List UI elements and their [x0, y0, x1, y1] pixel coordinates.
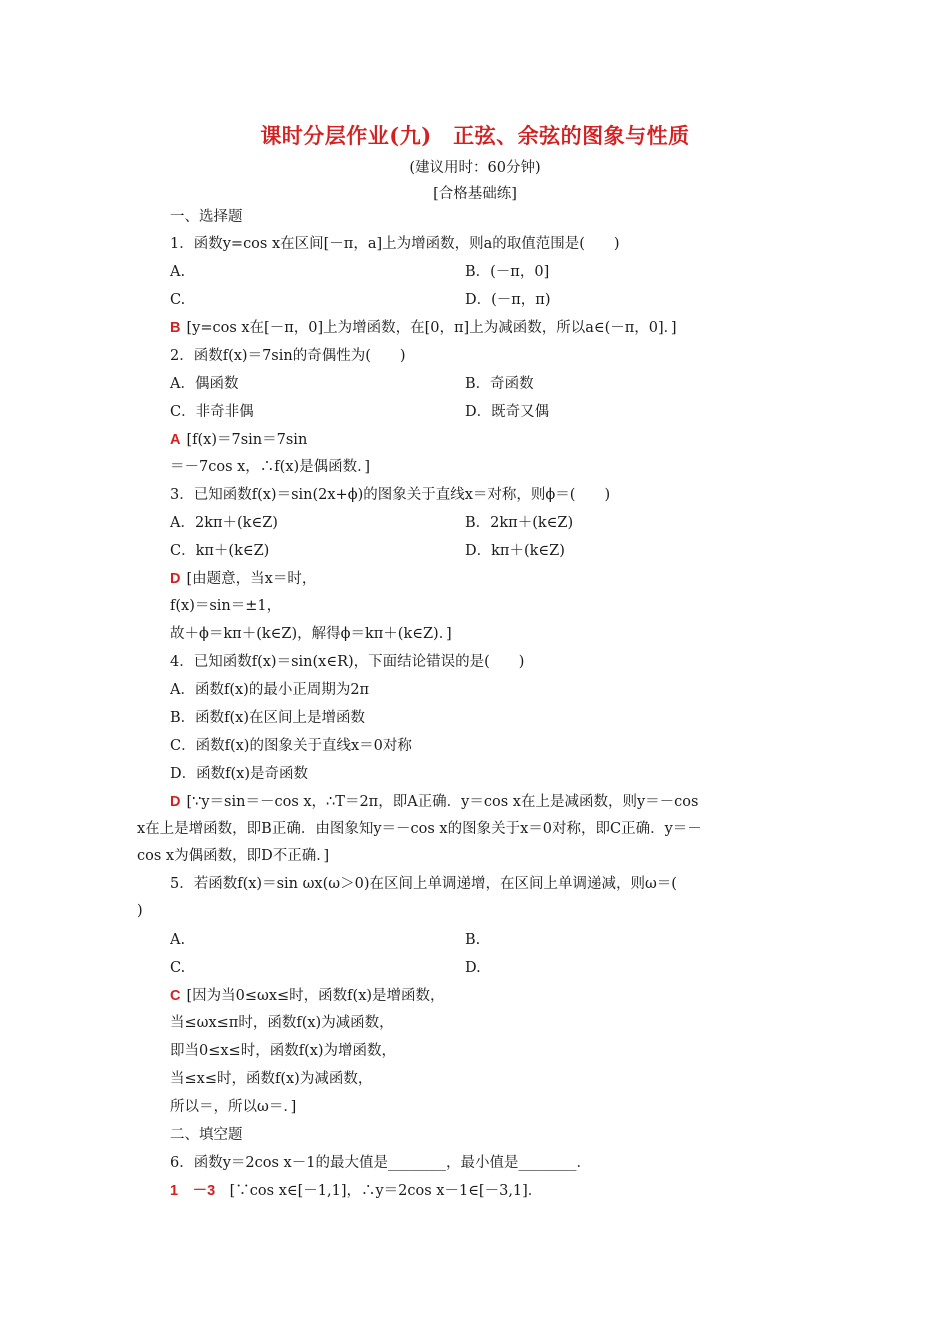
- q1-option-a: A.: [170, 264, 186, 280]
- q5-answer: C: [170, 988, 181, 1004]
- section-heading-fill: 二、填空题: [170, 1127, 243, 1143]
- q5-answer-line: [170, 986, 445, 1006]
- q2-option-d: D．既奇又偶: [465, 404, 550, 420]
- q3-explanation-3: 故＋ϕ＝kπ＋(k∈Z)，解得ϕ＝kπ＋(k∈Z)．]: [170, 626, 452, 642]
- q1-answer: B: [170, 320, 181, 336]
- q6-explanation: [∵cos x∈[－1,1]，∴y＝2cos x－1∈[－3,1]．: [229, 1183, 543, 1199]
- q3-explanation-1: [由题意，当x＝时，: [186, 571, 317, 587]
- q4-option-a: A．函数f(x)的最小正周期为2π: [170, 682, 370, 698]
- q4-stem: 4．已知函数f(x)＝sin(x∈R)，下面结论错误的是( ): [170, 654, 525, 670]
- q4-explanation-1: [∵y＝sin＝－cos x，∴T＝2π，即A正确．y＝cos x在上是减函数，则y＝－cos: [186, 794, 699, 810]
- q2-answer-line: [170, 430, 307, 450]
- q1-answer-line: [170, 318, 677, 338]
- q1-option-c: C.: [170, 292, 186, 308]
- section-tag: [合格基础练]: [433, 186, 517, 202]
- q2-explanation-2: ＝－7cos x，∴f(x)是偶函数．]: [170, 459, 371, 475]
- q6-stem: 6．函数y＝2cos x－1的最大值是________，最小值是________．: [170, 1155, 591, 1171]
- q2-option-a: A．偶函数: [170, 376, 239, 392]
- q3-stem: 3．已知函数f(x)＝sin(2x+ϕ)的图象关于直线x＝对称，则ϕ＝( ): [170, 487, 611, 503]
- q6-answer: 1 －3: [170, 1183, 216, 1199]
- q3-option-c: C．kπ＋(k∈Z): [170, 543, 270, 559]
- q2-option-b: B．奇函数: [465, 376, 534, 392]
- q3-answer: D: [170, 571, 181, 587]
- q2-explanation-1: [f(x)＝7sin＝7sin: [186, 432, 308, 448]
- q5-explanation-5: 所以＝，所以ω＝．]: [170, 1099, 297, 1115]
- q5-explanation-3: 即当0≤x≤时，函数f(x)为增函数，: [170, 1043, 397, 1059]
- q1-option-d: D．(－π，π): [465, 292, 551, 308]
- q5-option-a: A.: [170, 932, 186, 948]
- q3-explanation-2: f(x)＝sin＝±1，: [170, 598, 282, 614]
- q3-option-b: B．2kπ＋(k∈Z): [465, 515, 574, 531]
- q2-stem: 2．函数f(x)＝7sin的奇偶性为( ): [170, 348, 406, 364]
- q1-option-b: B．(－π，0]: [465, 264, 550, 280]
- q5-stem: 5．若函数f(x)＝sin ωx(ω＞0)在区间上单调递增，在区间上单调递减，则ω＝(: [170, 876, 677, 892]
- q4-answer-line: [170, 792, 698, 812]
- q1-stem: 1．函数y=cos x在区间[－π，a]上为增函数，则a的取值范围是( ): [170, 236, 620, 252]
- suggested-time: (建议用时：60分钟): [409, 160, 541, 176]
- q1-explanation: [y=cos x在[－π，0]上为增函数，在[0，π]上为减函数，所以a∈(－π，0]．]: [186, 320, 677, 336]
- q5-explanation-4: 当≤x≤时，函数f(x)为减函数，: [170, 1071, 373, 1087]
- q5-explanation-1: [因为当0≤ωx≤时，函数f(x)是增函数，: [186, 988, 445, 1004]
- q3-option-d: D．kπ＋(k∈Z): [465, 543, 565, 559]
- q4-explanation-2: x在上是增函数，即B正确．由图象知y＝－cos x的图象关于x＝0对称，即C正确．y＝－: [137, 821, 702, 837]
- q4-option-b: B．函数f(x)在区间上是增函数: [170, 710, 366, 726]
- section-heading-choice: 一、选择题: [170, 209, 243, 225]
- q5-option-d: D.: [465, 960, 481, 976]
- q2-answer: A: [170, 432, 181, 448]
- q4-option-c: C．函数f(x)的图象关于直线x＝0对称: [170, 738, 412, 754]
- q2-option-c: C．非奇非偶: [170, 404, 254, 420]
- q3-option-a: A．2kπ＋(k∈Z): [170, 515, 278, 531]
- q4-explanation-3: cos x为偶函数，即D不正确．]: [137, 848, 330, 864]
- q4-option-d: D．函数f(x)是奇函数: [170, 766, 308, 782]
- q5-option-b: B.: [465, 932, 481, 948]
- q3-answer-line: [170, 569, 316, 589]
- q4-answer: D: [170, 794, 181, 810]
- q6-answer-line: [170, 1181, 542, 1201]
- page-title: 课时分层作业(九) 正弦、余弦的图象与性质: [260, 123, 690, 148]
- q5-stem-cont: ): [137, 903, 143, 919]
- q5-option-c: C.: [170, 960, 186, 976]
- q5-explanation-2: 当≤ωx≤π时，函数f(x)为减函数，: [170, 1015, 394, 1031]
